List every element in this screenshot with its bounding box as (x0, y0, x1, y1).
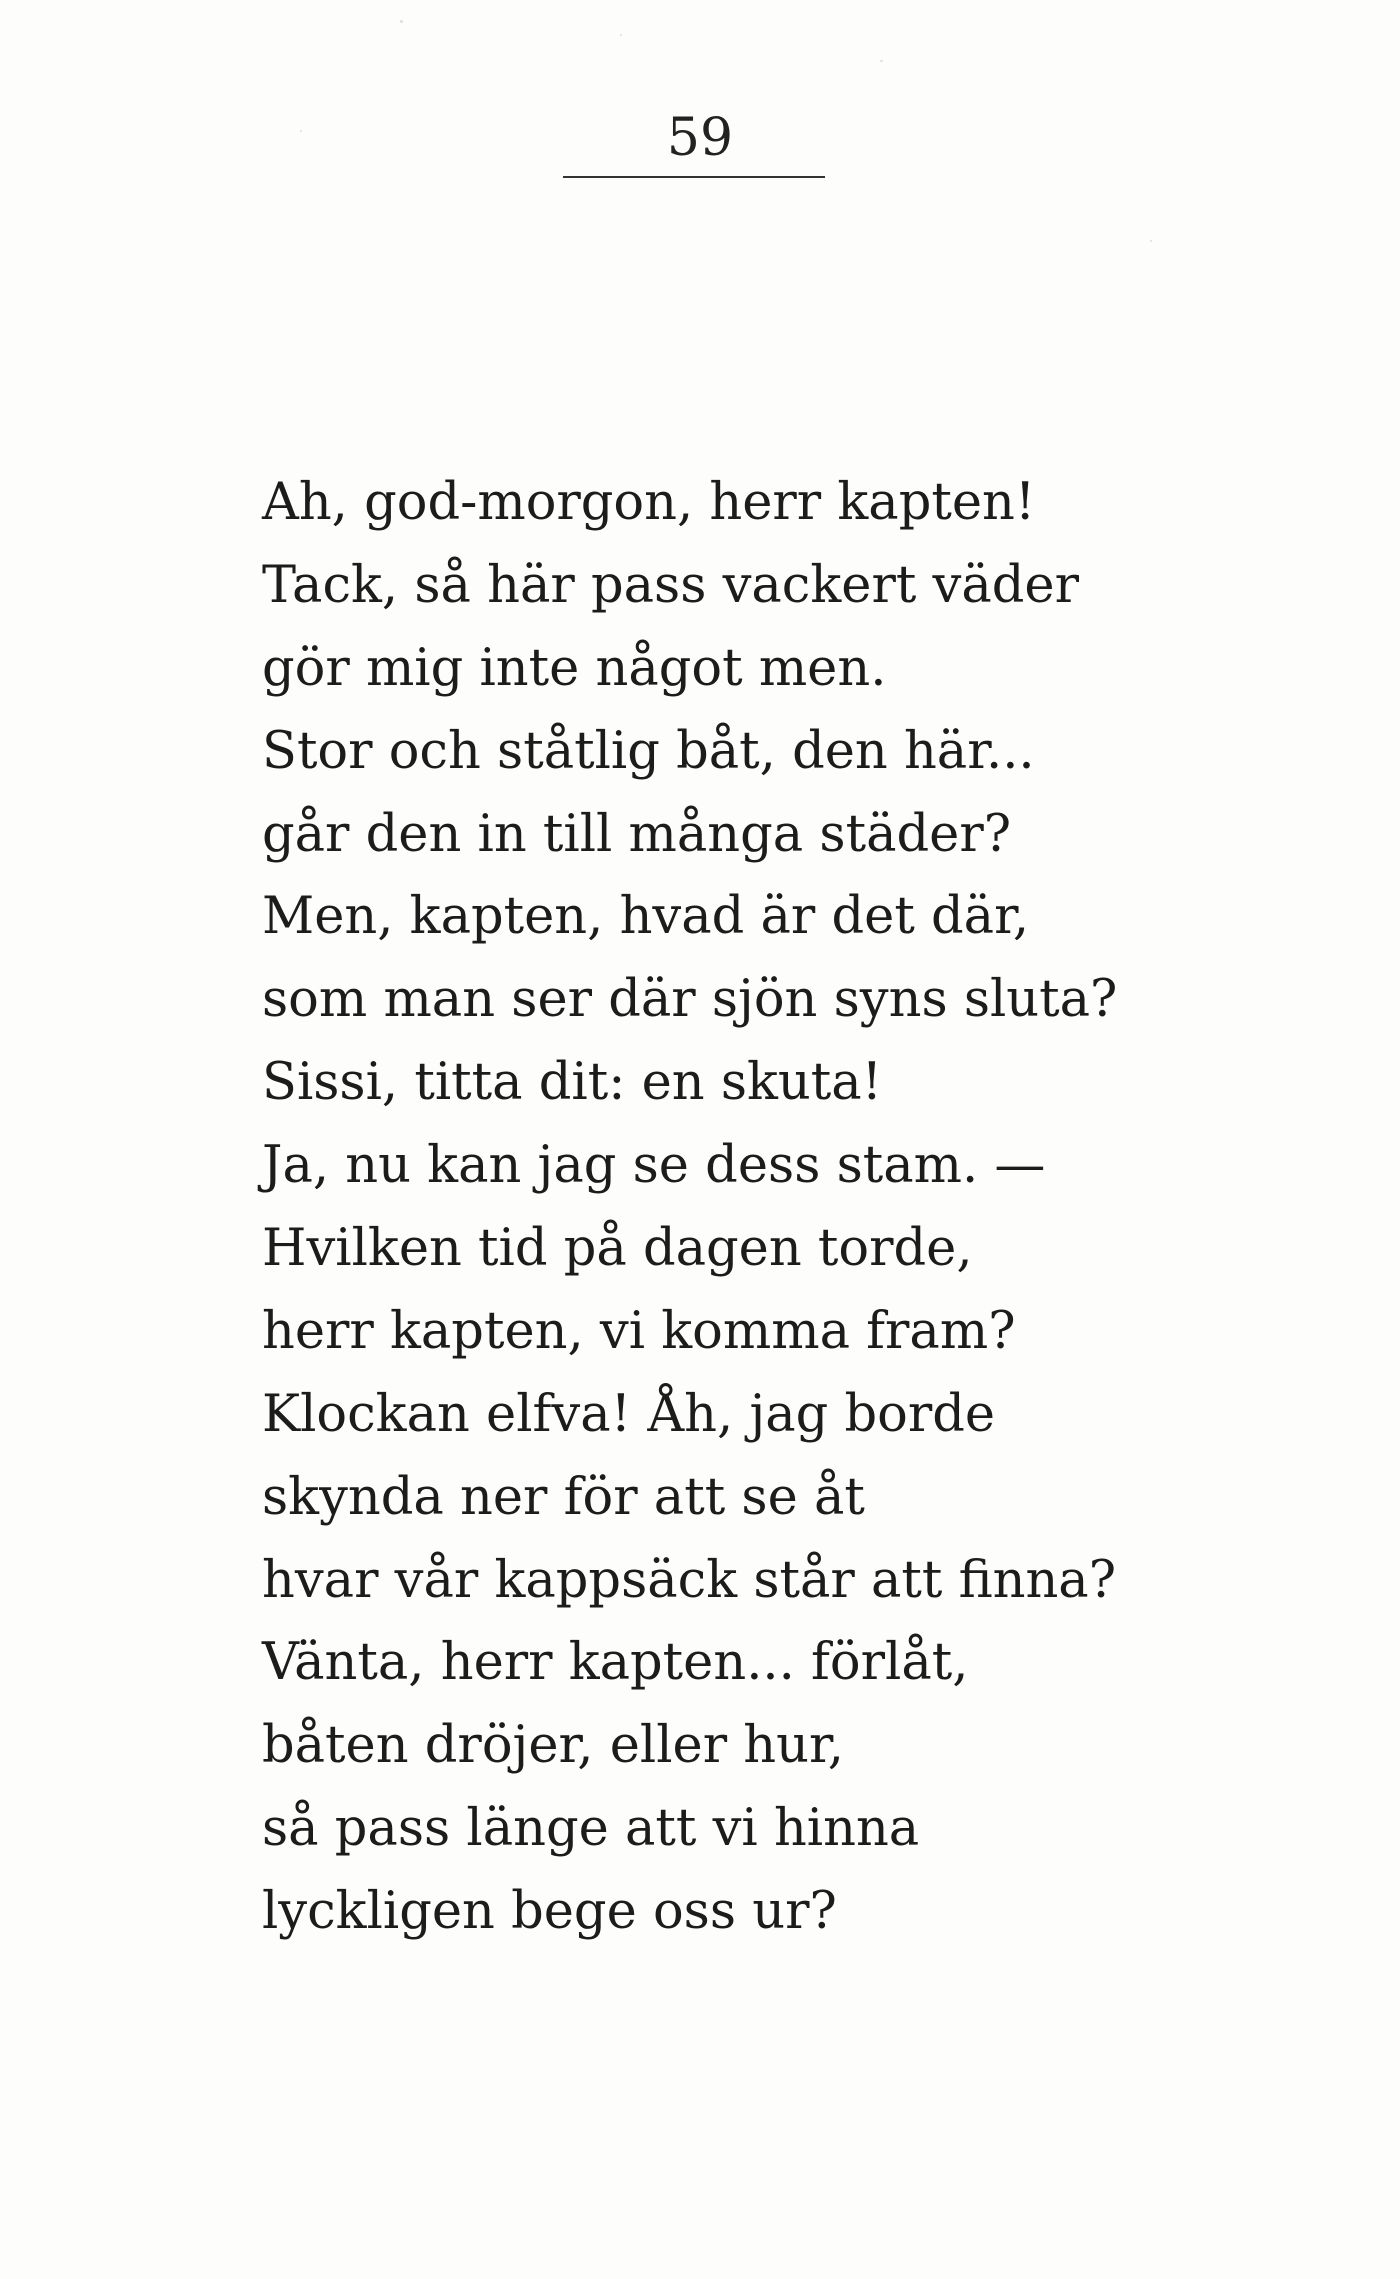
paper-speckle (300, 130, 302, 132)
page-number: 59 (666, 108, 734, 168)
poem-line: skynda ner för att se åt (262, 1467, 865, 1527)
poem-line: båten dröjer, eller hur, (262, 1716, 844, 1776)
poem-line: Stor och ståtlig båt, den här... (262, 721, 1035, 781)
poem-line: gör mig inte något men. (262, 638, 887, 698)
page-number-rule (563, 176, 825, 178)
paper-speckle (1150, 240, 1152, 242)
poem-line: så pass länge att vi hinna (262, 1799, 920, 1859)
paper-speckle (400, 20, 403, 23)
paper-speckle (880, 60, 883, 62)
poem-line: Men, kapten, hvad är det där, (262, 887, 1030, 947)
poem-line: går den in till många städer? (262, 804, 1012, 864)
poem-line: Ah, god-morgon, herr kapten! (262, 473, 1036, 532)
poem-line: lyckligen bege oss ur? (262, 1882, 837, 1942)
poem-line: Ja, nu kan jag se dess stam. — (262, 1136, 1046, 1196)
poem-line: Klockan elfva! Åh, jag borde (262, 1384, 996, 1444)
poem-text (262, 462, 1342, 1954)
poem-line: som man ser där sjön syns sluta? (262, 970, 1118, 1030)
poem-line: Hvilken tid på dagen torde, (262, 1219, 973, 1279)
poem-line: Tack, så här pass vackert väder (262, 555, 1079, 615)
poem-line: Sissi, titta dit: en skuta! (262, 1053, 883, 1113)
poem-line: hvar vår kappsäck står att finna? (262, 1550, 1117, 1610)
poem-line: Vänta, herr kapten... förlåt, (262, 1633, 969, 1693)
paper-speckle (620, 34, 622, 36)
poem-line: herr kapten, vi komma fram? (262, 1301, 1016, 1361)
